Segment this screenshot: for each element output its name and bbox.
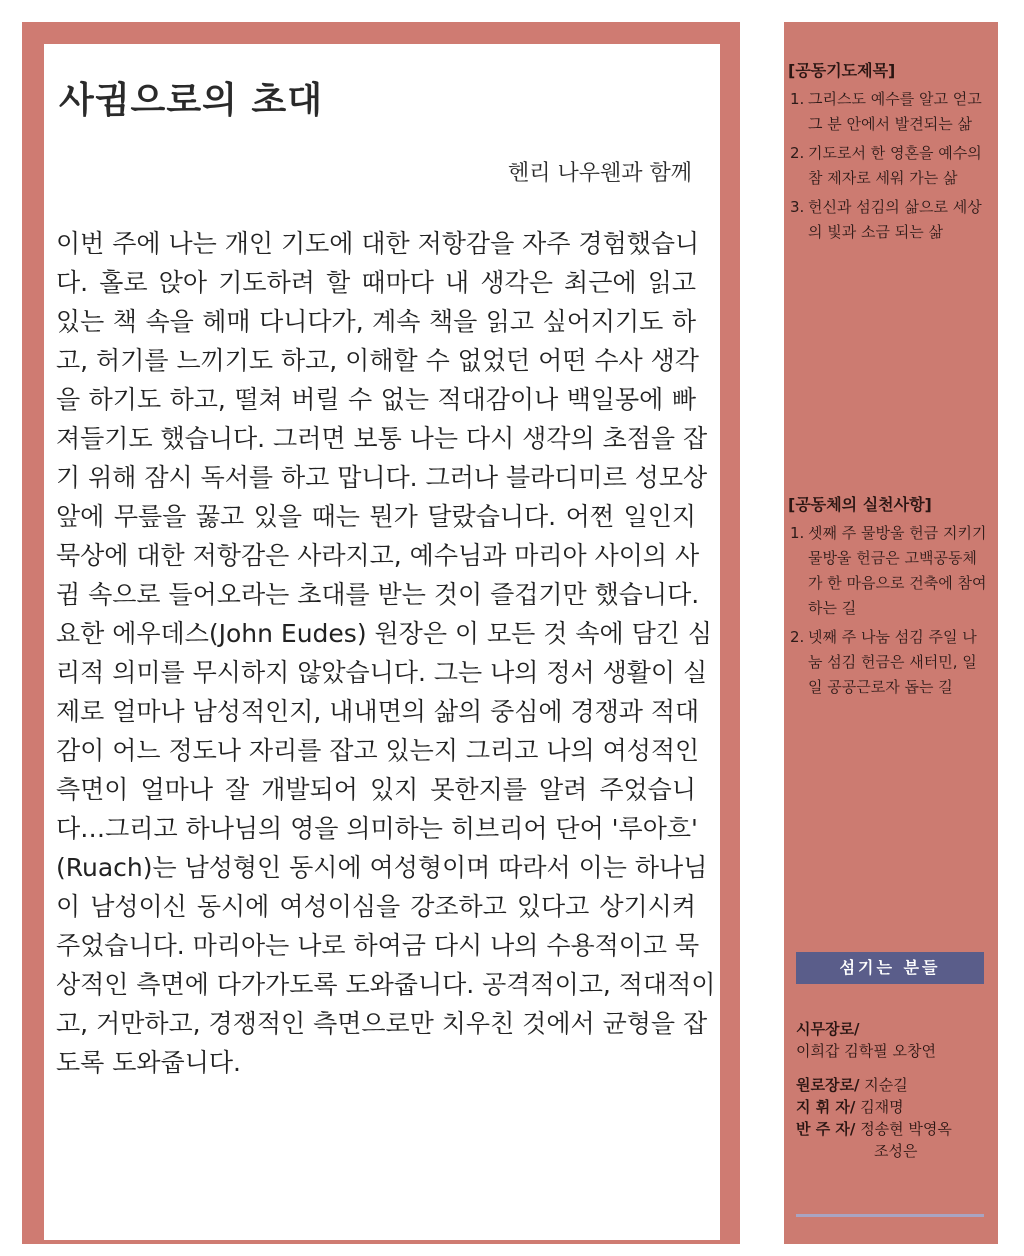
body-line: 주었습니다. 마리아는 나로 하여금 다시 나의 수용적이고 묵 — [56, 931, 700, 960]
body-line: 제로 얼마나 남성적인지, 내내면의 삶의 중심에 경쟁과 적대 — [56, 697, 700, 726]
item-number: 2. — [790, 144, 805, 162]
sibu-label: 시무장로/ — [796, 1020, 860, 1038]
body-line: 감이 어느 정도나 자리를 잡고 있는지 그리고 나의 여성적인 — [56, 736, 700, 765]
item-text: 그리스도 예수를 알고 얻고 그 분 안에서 발견되는 삶 — [808, 90, 982, 133]
body-line: 이번 주에 나는 개인 기도에 대한 저항감을 자주 경험했습니 — [56, 229, 700, 258]
article-title: 사귐으로의 초대 — [59, 80, 323, 121]
body-line: 있는 책 속을 헤매 다니다가, 계속 책을 읽고 싶어지기도 하 — [56, 307, 696, 336]
item-text: 넷째 주 나눔 섬김 주일 나눔 섬김 헌금은 새터민, 일 일 공공근로자 돕는 길 — [808, 628, 977, 696]
item-text: 헌신과 섬김의 삶으로 세상의 빛과 소금 되는 삶 — [808, 198, 982, 241]
body-line: 귐 속으로 들어오라는 초대를 받는 것이 즐겁기만 했습니다. — [56, 580, 700, 609]
body-line: 상적인 측면에 다가가도록 도와줍니다. 공격적이고, 적대적이 — [56, 970, 716, 999]
body-line: 도록 도와줍니다. — [56, 1048, 241, 1077]
body-line: 을 하기도 하고, 떨쳐 버릴 수 없는 적대감이나 백일몽에 빠 — [56, 385, 696, 414]
wonro-names: 지순길 — [864, 1076, 908, 1094]
practice-heading: [공동체의 실천사항] — [788, 495, 932, 514]
practice-section — [788, 492, 988, 704]
accompanist-label: 반 주 자/ — [796, 1120, 856, 1138]
ushers-label: 섬기는 분들 — [796, 952, 984, 984]
body-line: 요한 에우데스(John Eudes) 원장은 이 모든 것 속에 담긴 심 — [56, 619, 713, 648]
body-line: 묵상에 대한 저항감은 사라지고, 예수님과 마리아 사이의 사 — [56, 541, 700, 570]
body-line: 리적 의미를 무시하지 않았습니다. 그는 나의 정서 생활이 실 — [56, 658, 708, 687]
body-line: (Ruach)는 남성형인 동시에 여성형이며 따라서 이는 하나님 — [56, 853, 708, 882]
list-item — [788, 521, 988, 621]
list-item — [788, 141, 988, 191]
bottom-rule — [796, 1214, 984, 1217]
body-line: 고, 허기를 느끼기도 하고, 이해할 수 없었던 어떤 수사 생각 — [56, 346, 699, 375]
item-number: 1. — [790, 90, 805, 108]
sibu-names: 이희갑 김학필 오창연 — [796, 1042, 936, 1060]
prayer-list — [788, 87, 988, 245]
list-item — [788, 87, 988, 137]
body-line: 고, 거만하고, 경쟁적인 측면으로만 치우친 것에서 균형을 잡 — [56, 1009, 708, 1038]
item-text: 기도로서 한 영혼을 예수의 참 제자로 세워 가는 삶 — [808, 144, 982, 187]
accompanist-names-2: 조성은 — [874, 1142, 918, 1160]
body-line: 기 위해 잠시 독서를 하고 맙니다. 그러나 블라디미르 성모상 — [56, 463, 708, 492]
practice-list — [788, 521, 988, 700]
body-line: 앞에 무릎을 꿇고 있을 때는 뭔가 달랐습니다. 어쩐 일인지 — [56, 502, 696, 531]
wonro-label: 원로장로/ — [796, 1076, 860, 1094]
article-page — [44, 44, 720, 1240]
conductor-row — [796, 1096, 996, 1118]
prayer-heading: [공동기도제목] — [788, 61, 896, 80]
conductor-names: 김재명 — [860, 1098, 904, 1116]
body-line: 이 남성이신 동시에 여성이심을 강조하고 있다고 상기시켜 — [56, 892, 696, 921]
article-subtitle: 헨리 나우웬과 함께 — [507, 161, 692, 186]
ministers-list — [796, 1018, 996, 1162]
conductor-label: 지 휘 자/ — [796, 1098, 856, 1116]
accompanist-row — [796, 1118, 996, 1140]
list-item — [788, 625, 988, 700]
item-number: 2. — [790, 628, 805, 646]
body-line: 측면이 얼마나 잘 개발되어 있지 못한지를 알려 주었습니 — [56, 775, 696, 804]
item-text: 셋째 주 물방울 헌금 지키기 물방울 헌금은 고백공동체가 한 마음으로 건축에 참여하는 길 — [808, 524, 987, 617]
wonro-row — [796, 1074, 996, 1096]
body-line: 져들기도 했습니다. 그러면 보통 나는 다시 생각의 초점을 잡 — [56, 424, 708, 453]
item-number: 1. — [790, 524, 805, 542]
accompanist-names: 정송현 박영옥 — [860, 1120, 952, 1138]
body-line: 다. 홀로 앉아 기도하려 할 때마다 내 생각은 최근에 읽고 — [56, 268, 696, 297]
prayer-section — [788, 58, 988, 249]
body-line: 다…그리고 하나님의 영을 의미하는 히브리어 단어 '루아흐' — [56, 814, 698, 843]
item-number: 3. — [790, 198, 805, 216]
list-item — [788, 195, 988, 245]
article-body — [56, 224, 716, 1082]
